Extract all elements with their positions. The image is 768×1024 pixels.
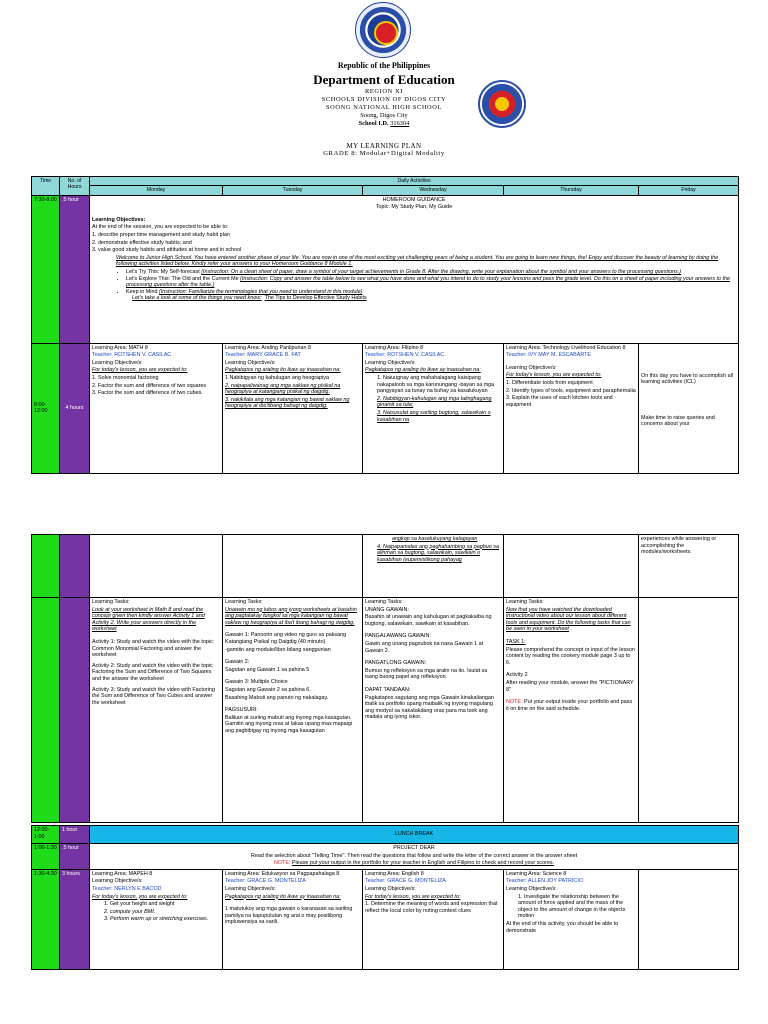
department-title: Department of Education — [313, 72, 455, 87]
activity-2-title: Let's Explore This: The Old and the Current Me — [126, 275, 239, 282]
mon-objectives-label: Learning Objective/s: — [92, 359, 143, 366]
learning-plan-table-afternoon — [31, 825, 739, 970]
science-item-1: 1. Investigate the relationship between the amount of force applied and the mass of the object to the amount of change in the objects motion — [518, 893, 626, 920]
lunch-hours: 1 hour — [60, 826, 90, 844]
mon-tasks-lead: Look at your worksheet in Math 8 and read the concept given then kindly answer Activity 1 and Activity 2. Write your answers directly in the worksheet — [92, 606, 205, 633]
esp-item-1: 1 matutukoy ang mga gawain o karanasan sa sariling pamilya na kapupulutan ng aral o may positibong impluwensiya sa sarili. — [225, 906, 353, 926]
thu-item-3: 3. Explain the uses of each kitchen tools and equipment — [506, 395, 613, 408]
tue-item-2: 2. naipapaliwanag ang mga saklaw ng pisikal na heograpiya at katangiang pisikal ng daigdig. — [225, 382, 341, 396]
wed-item-4: 4. Naipapamalas ang paghahambing sa pagbuo sa alinman sa bugtong, salawikain, sawikain o kasabihan (eupemistikong pahayag — [377, 543, 499, 563]
activity-2-instruction: (Instruction: Copy and answer the table below to see what you have done and what you intend to do to study your lessons and pass the grade level. Do this on a sheet of paper including your answers to the processing questions after the table.) — [126, 275, 731, 289]
mapeh-item-1: 1. Get your height and weight — [104, 901, 175, 908]
homeroom-row — [32, 195, 739, 343]
mapeh-teacher — [92, 886, 220, 893]
time-header: Time — [32, 177, 60, 196]
lunch-break-bar: LUNCH BREAK — [90, 826, 739, 844]
dear-instruction: Read the selection about "Telling Time". Then read the questions that follow and write the letter of the correct answer in the answer sheet — [250, 852, 578, 859]
tasks-row — [32, 598, 739, 823]
monday-tasks-cell — [90, 598, 223, 823]
dear-hours: .5 hour — [60, 844, 90, 870]
wed-item-1: 1. Naiuugnay ang mahahalagang kaisipang nakapaloob sa mga karunungang -bayan sa mga pangyayari sa tunay na buhay sa kasalukuyan — [377, 375, 495, 395]
tasks-hours — [60, 598, 90, 823]
division-line: SCHOOLS DIVISION OF DIGOS CITY — [321, 96, 447, 103]
tue-item-3: 3. nakikilala ang mga katangian ng bawat saklaw ng heograpiya at ibe'tibang bahagi ng daigdig. — [225, 396, 350, 410]
wed-item-3: 3. Naisusulat ang sariling bugtong, salawikain o kasabihan na — [377, 410, 491, 423]
lunch-time: 12:00-1:00 — [32, 826, 60, 844]
tue-item-1: 1 Nabibigyan ng kahulugan ang heograpiya — [225, 375, 330, 382]
thursday-afternoon-cell — [504, 869, 639, 969]
dear-note-text: Please put your output in the portfolio for your teacher in English and Filipino to check and record your scores. — [291, 860, 555, 867]
fri-note-tail: experiences while answering or accomplishing the modules/worksheets. — [641, 536, 717, 556]
monday-afternoon-cell — [90, 869, 223, 969]
science-teacher-label: Teacher: — [506, 878, 527, 885]
cont-mon — [90, 535, 223, 598]
science-objectives-label: Learning Objective/s: — [506, 885, 557, 892]
dear-note — [92, 860, 736, 867]
mon-teacher — [92, 352, 220, 359]
esp-lead: Pagkatapos ng araling ito ikaw ay inaasahan na: — [225, 893, 341, 900]
science-teacher — [506, 878, 636, 885]
mapeh-teacher-name: NERLYN E BACOD — [114, 885, 162, 892]
morning-hours: 4 hours — [60, 343, 90, 473]
keep-in-mind-end: The Tips to Develop Effective Study Habits — [264, 295, 367, 302]
wednesday-afternoon-cell — [363, 869, 504, 969]
thu-task-1-text: Please comprehend the concept or input of the lesson content by reading the cookery module page 3 up to 6. — [506, 646, 635, 666]
tuesday-tasks-cell — [223, 598, 363, 823]
dear-time: 1:00-1:30 — [32, 844, 60, 870]
mon-teacher-name: ROTSHEN V. CASILAC — [114, 352, 172, 359]
homeroom-activity-3 — [126, 289, 736, 296]
tue-teacher-label: Teacher: — [225, 352, 246, 359]
mon-item-1: 1. Solve monomial factoring — [92, 375, 159, 382]
homeroom-activity-1 — [126, 269, 736, 276]
day-wednesday: Wednesday — [363, 186, 504, 195]
homeroom-hours: .5 hour — [60, 195, 90, 343]
wed-item-3-tail: angkop sa kasalukuyang kalagayan — [392, 536, 478, 542]
homeroom-keep-tail — [92, 295, 736, 302]
friday-morning-cell — [639, 343, 739, 473]
monday-morning-cell — [90, 343, 223, 473]
table-header-row — [32, 177, 739, 186]
homeroom-cell — [90, 195, 739, 343]
wed-pangalawang-gawain-text: Gawin ang unang pagsubok na nasa Gawain 1 at Gawain 2. — [365, 640, 484, 654]
homeroom-intro: At the end of the session, you are expected to be able to: — [92, 224, 229, 231]
afternoon-hours: 3 hours — [60, 869, 90, 969]
english-area: Learning Area: English 8 — [365, 870, 424, 877]
cont-time — [32, 535, 60, 598]
thu-objectives-label: Learning Objective/s: — [506, 364, 557, 371]
tue-lead: Pagkatapos ng araling ito ikaw ay inaasahan na: — [225, 367, 341, 374]
wed-teacher-name: ROTSHEN V. CASILAC — [387, 352, 445, 359]
activity-3-title: Keep in Mind — [126, 288, 158, 295]
homeroom-welcome: Welcome to Junior High School. You have entered another phase of your life. You are now in one of the most exciting yet challenging years of being a student. You are going to learn new things, the! Enjoy and discover the beauty of learning by doing the following activities listed below. Kindly refer your answers to your Homeroom Guidance 8 Module 1. — [116, 254, 719, 268]
school-address: Soong, Digos City — [360, 112, 408, 119]
tue-area: Learning Area: Araling Panlipunan 8 — [225, 344, 312, 351]
day-monday: Monday — [90, 186, 223, 195]
cont-fri — [639, 535, 739, 598]
homeroom-activity-list — [92, 269, 736, 295]
keep-in-mind-tail: Let's take a look at some of the things you need know: — [132, 295, 262, 302]
republic-line: Republic of the Philippines — [337, 61, 431, 70]
english-teacher-name: GRACE G. MONTELIZA — [387, 878, 446, 885]
friday-tasks-cell — [639, 598, 739, 823]
thu-note — [506, 699, 636, 712]
wed-area: Learning Area: Filipino 8 — [365, 344, 424, 351]
activity-1-instruction: (Instruction: On a clean sheet of paper, draw a symbol of your target achievements in Grade 8. After the drawing, write your explanation about the symbol and your answers to the processing questions.) — [201, 269, 682, 276]
thu-item-1: 1. Differentiate tools from equipment — [506, 380, 593, 387]
english-teacher-label: Teacher: — [365, 878, 386, 885]
wed-unang-gawain-text: Basahin at unawain ang kahulugan at pagkakaiba ng bugtong, salawikain, sawikain at kasabihan. — [365, 614, 492, 627]
wed-tasks-label: Learning Tasks: — [365, 599, 403, 605]
tue-gawain-3-note: Sagutan ang Gawain 2 sa pahina 6. — [225, 686, 311, 693]
fri-note-1: On this day you have to accomplish all learning activities (ICL) — [641, 372, 733, 386]
homeroom-topic: Topic: My Study Plan, My Guide — [375, 204, 453, 211]
thursday-tasks-cell — [504, 598, 639, 823]
mapeh-lead: For today's lesson, you are expected to: — [92, 893, 188, 900]
thu-task-1: TASK 1: — [506, 638, 526, 645]
wed-dapat-tandaan: DAPAT TANDAAN: — [365, 686, 411, 693]
esp-teacher — [225, 878, 360, 885]
english-lead: For today's lesson, you are expected to: — [365, 893, 461, 900]
hours-header: No. of Hours — [60, 177, 90, 196]
region-line: REGION XI — [365, 88, 403, 95]
tue-gawain-3: Gawain 3: Multiple Choice — [225, 679, 288, 686]
thu-teacher — [506, 352, 636, 359]
english-item-1: 1. Determine the meaning of words and expression that reflect the local color by noting context clues — [365, 901, 498, 914]
mapeh-item-2: 2. compute your BMI. — [104, 908, 156, 915]
tue-objectives-label: Learning Objective/s: — [225, 359, 276, 366]
tue-gawain-2: Gawain 2: — [225, 659, 250, 666]
tue-gawain-3-note-2: Basahing Mabuti ang panuto ng nakalagay. — [225, 694, 329, 701]
tasks-time — [32, 598, 60, 823]
tue-teacher — [225, 352, 360, 359]
mon-teacher-label: Teacher: — [92, 352, 113, 359]
science-tail: At the end of this activity, you should be able to demonstrate — [506, 920, 619, 934]
dear-title: PROJECT DEAR — [393, 845, 435, 851]
dear-note-label: NOTE: — [273, 860, 291, 867]
tuesday-morning-cell — [223, 343, 363, 473]
tuesday-afternoon-cell — [223, 869, 363, 969]
friday-afternoon-cell — [639, 869, 739, 969]
tue-tasks-label: Learning Tasks: — [225, 599, 263, 605]
activity-1-title: Let's Try This: My Self-forecast — [126, 269, 200, 276]
mon-tasks-label: Learning Tasks: — [92, 599, 130, 605]
fri-note-2: Make time to raise queries and concerns about your — [641, 414, 715, 428]
homeroom-time: 7:30-8:00 — [32, 195, 60, 343]
cont-tue — [223, 535, 363, 598]
english-objectives-label: Learning Objective/s: — [365, 885, 416, 892]
day-friday: Friday — [639, 186, 739, 195]
homeroom-obj-3: 3. value good study habits and attitudes at home and in school — [92, 247, 242, 254]
afternoon-row — [32, 869, 739, 969]
thu-tasks-lead: Now that you have watched the downloaded instructional video about our lesson about different tools and equipment. Do the following tasks that can be seen in your worksheet — [506, 606, 631, 633]
cont-thu — [504, 535, 639, 598]
english-teacher — [365, 878, 501, 885]
learning-plan-table-page1 — [31, 176, 739, 474]
activity-3-instruction: (Instruction: Familiarize the terminologies that you need to understand in this module) — [158, 288, 363, 295]
tue-gawain-1-note: -gamitin ang module/libro bilang sanggunian — [225, 646, 331, 653]
homeroom-obj-2: 2. demonstrate effective study habits; and — [92, 239, 192, 246]
homeroom-activity-2 — [126, 276, 736, 289]
wed-teacher-label: Teacher: — [365, 352, 386, 359]
esp-area: Learning Area: Edukasyon sa Pagpapahalaga 8 — [225, 870, 340, 877]
school-id: 316304 — [390, 120, 410, 127]
day-header-row — [32, 186, 739, 195]
mon-activity-3: Activity 3: Study and watch the video with Factoring the Sum and Difference of Two Cubes and answer the worksheet — [92, 686, 215, 706]
esp-teacher-label: Teacher: — [225, 878, 246, 885]
mapeh-item-3: 3. Perform warm up or stretching exercises. — [104, 916, 209, 923]
wed-pangatlong-gawain-text: Bumuo ng refleksyon sa mga aralin na ito. Isulat sa isang buong papel ang refleksyon. — [365, 667, 488, 681]
wed-objectives-label: Learning Objective/s: — [365, 359, 416, 366]
cont-wed — [363, 535, 504, 598]
thu-activity-2: Activity 2 — [506, 672, 528, 679]
wed-item-2: 2. Nabibigyan-kahulugan ang mga talinghagang ginamit sa tula; — [377, 395, 492, 409]
tue-pagsusuri-text: Balikan at suriing mabuti ang inyong mga kasagutan. Gamitin ang inyong oras at lakas upang mas mapaigi ang pagbibigay ng inyong mga kasagutan — [225, 714, 353, 734]
wed-teacher — [365, 352, 501, 359]
homeroom-title: HOMEROOM GUIDANCE — [382, 196, 446, 203]
thu-lead: For today's lesson, you are expected to: — [506, 372, 602, 379]
thu-area: Learning Area: Technology Livelihood Education 8 — [506, 344, 626, 351]
homeroom-objectives-label: Learning Objectives: — [92, 216, 146, 223]
esp-objectives-label: Learning Objective/s: — [225, 885, 276, 892]
project-dear-cell — [90, 844, 739, 870]
document-header — [0, 0, 768, 175]
morning-time: 8:00-12:00 — [32, 343, 60, 473]
mapeh-objectives-label: Learning Objective/s: — [92, 878, 143, 885]
homeroom-obj-1: 1. describe proper time management and study habit plan — [92, 232, 230, 239]
wednesday-tasks-cell — [363, 598, 504, 823]
plan-title: MY LEARNING PLAN — [346, 142, 422, 150]
mon-activity-1: Activity 1: Study and watch the video with the topic: Common Monomial Factoring and answer the worksheet — [92, 638, 215, 659]
wednesday-morning-cell — [363, 343, 504, 473]
thu-teacher-label: Teacher: — [506, 352, 527, 359]
mon-lead: For today's lesson, you are expected to: — [92, 367, 188, 374]
thu-activity-2-text: After reading your module, answer the "PICTIONARY 8" — [506, 679, 634, 693]
school-id-line — [0, 120, 768, 128]
tue-tasks-lead: Unawain mo ng lubos ang iyong worksheets at basahin ang pagtalakay tungkol sa mga katangian ng bawat saklaw ng heograpiya at iba't ibang bahagi ng daigdig. — [225, 606, 357, 626]
daily-activities-header: Daily Activities — [90, 177, 739, 186]
school-id-label: School I.D. — [358, 120, 389, 127]
tue-teacher-name: MARY GRACE B. FAT — [247, 352, 301, 359]
continuation-row — [32, 535, 739, 598]
grade-line: GRADE 8: Modular+Digital Modality — [323, 150, 445, 157]
wed-pangatlong-gawain: PANGATLONG GAWAIN: — [365, 660, 427, 667]
esp-teacher-name: GRACE G. MONTELIZA — [247, 878, 306, 885]
wed-lead: Pagkatapos ng araling ito ikaw ay inaasahan na: — [365, 367, 481, 374]
science-area: Learning Area: Science 8 — [506, 870, 567, 877]
thursday-morning-cell — [504, 343, 639, 473]
thu-note-label: NOTE: — [506, 699, 523, 706]
thu-item-2: 2. Identify types of tools, equipment and paraphernalia — [506, 387, 636, 394]
dear-row — [32, 844, 739, 870]
school-name: SOONG NATIONAL HIGH SCHOOL — [325, 104, 442, 111]
day-thursday: Thursday — [504, 186, 639, 195]
mon-activity-2: Activity 2: Study and watch the video with the topic Factoring the Sum and Difference of Two Squares and the answer the worksheet — [92, 662, 213, 682]
afternoon-time: 1:30-4:30 — [32, 869, 60, 969]
mapeh-teacher-label: Teacher: — [92, 885, 113, 892]
tue-gawain-2-note: Sagutan ang Gawain 1 sa pahina 5 — [225, 666, 310, 673]
wed-dapat-tandaan-text: Pagkatapos sagutang ang mga Gawain kinakailangan ibalik sa portfolio upang maibalik ng inyong magulang ang modyul sa nakatakdang oras para ma tsek ang maitala ang iyong iskor. — [365, 694, 494, 721]
mon-item-2: 2. Factor the sum and difference of two squares — [92, 382, 207, 389]
learning-plan-table-page2 — [31, 534, 739, 823]
cont-hours — [60, 535, 90, 598]
wed-unang-gawain: UNANG GAWAIN: — [365, 606, 409, 613]
lunch-row — [32, 826, 739, 844]
science-teacher-name: ALLEN JOY PATRICIO — [527, 878, 584, 885]
mapeh-area: Learning Area: MAPEH 8 — [92, 870, 153, 877]
tue-gawain-1: Gawain 1: Panoorin ang video ng guro sa paksang Katangiang Pisikal ng Daigdig (40 minuto) — [225, 632, 347, 645]
thu-note-text: Put your output inside your portfolio and pass it on time on the said schedule. — [506, 699, 633, 712]
thu-tasks-label: Learning Tasks: — [506, 599, 544, 605]
wed-pangalawang-gawain: PANGALAWANG GAWAIN: — [365, 633, 431, 640]
mon-item-3: 3. Factor the sum and difference of two cubes. — [92, 390, 203, 397]
thu-teacher-name: IVY MAY M. ESCABARTE — [528, 352, 591, 359]
day-tuesday: Tuesday — [223, 186, 363, 195]
mon-area: Learning Area: MATH 8 — [92, 344, 148, 351]
deped-seal-icon — [355, 2, 411, 58]
morning-row — [32, 343, 739, 473]
tue-pagsusuri: PAGSUSURI: — [225, 707, 258, 714]
